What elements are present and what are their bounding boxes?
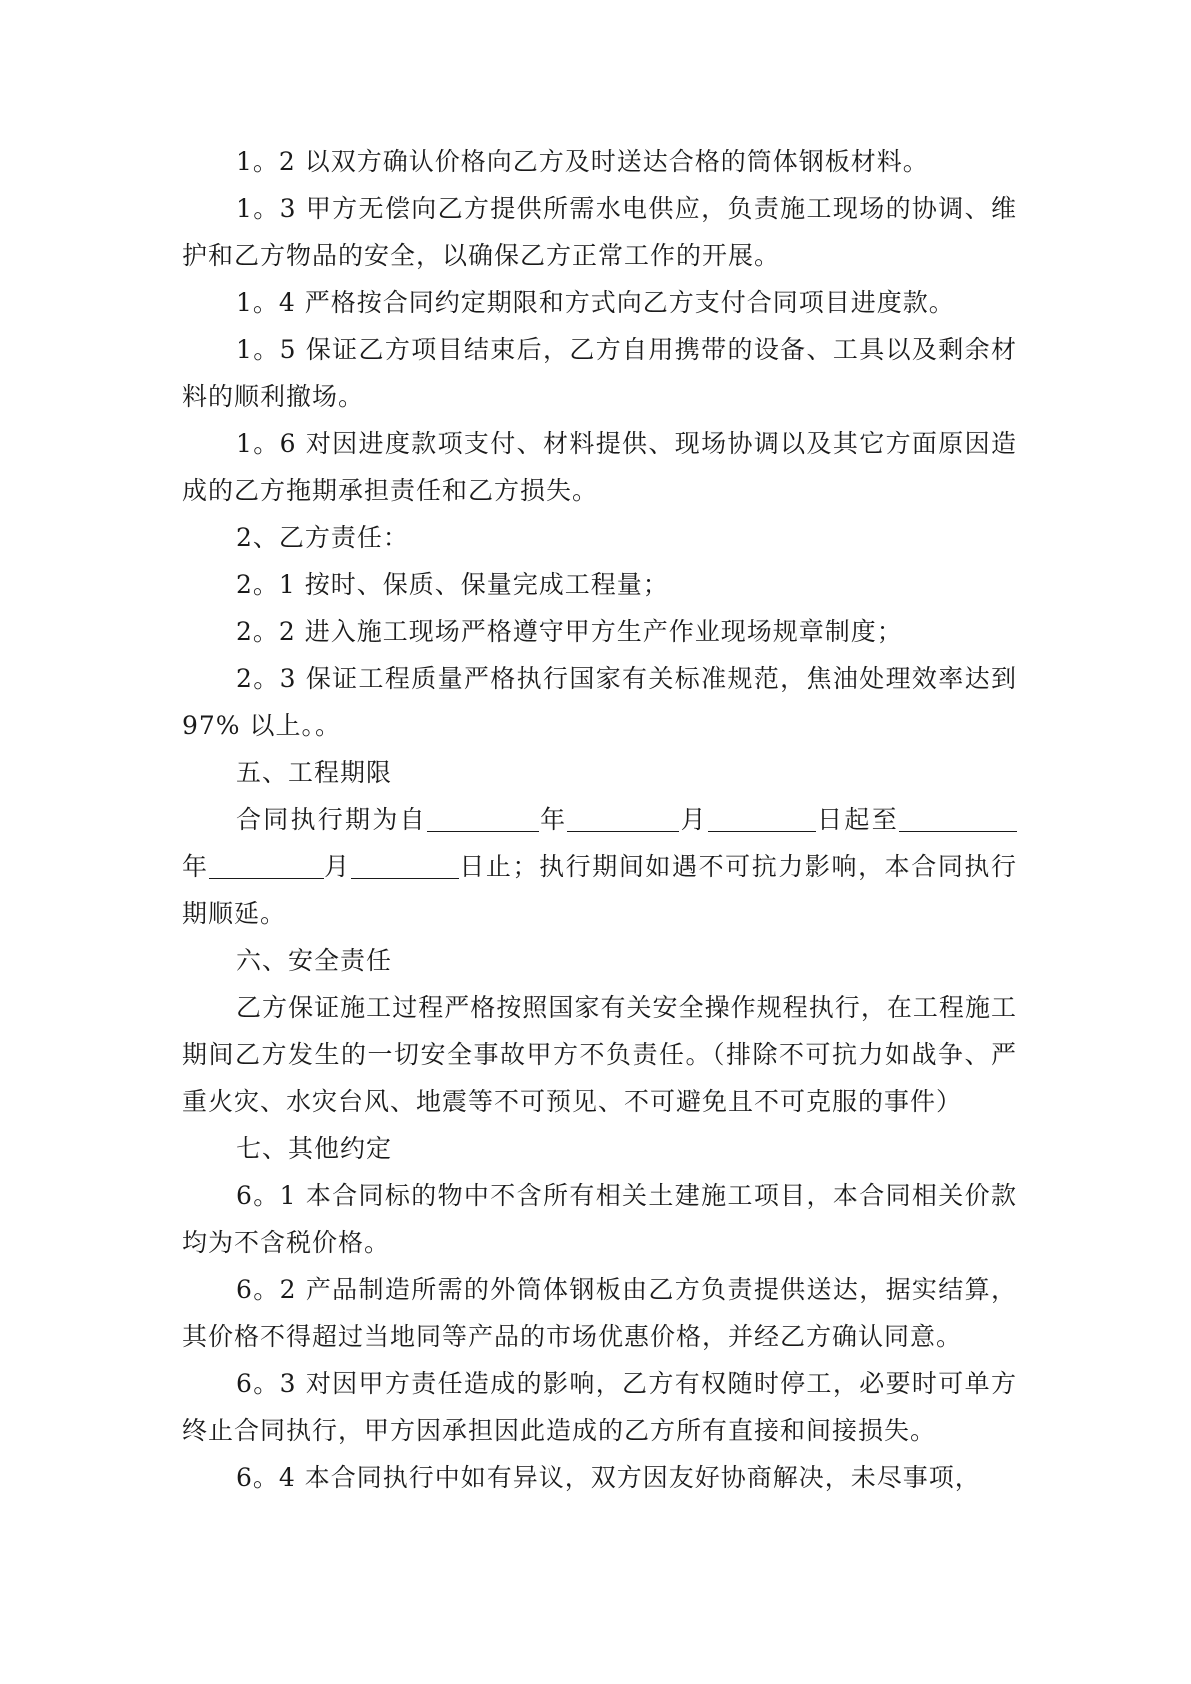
term-text-1: 合同执行期为自 xyxy=(236,805,427,834)
section-heading-party-b-duties: 2、乙方责任： xyxy=(236,523,409,552)
clause-6-3: 6。3 对因甲方责任造成的影响，乙方有权随时停工，必要时可单方终止合同执行，甲方因承担因此造成的乙方所有直接和间接损失。 xyxy=(182,1369,1017,1445)
clause-2-2: 2。2 进入施工现场严格遵守甲方生产作业现场规章制度； xyxy=(236,617,903,646)
clause-6-2: 6。2 产品制造所需的外筒体钢板由乙方负责提供送达，据实结算，其价格不得超过当地同等产品的市场优惠价格，并经乙方确认同意。 xyxy=(182,1275,1017,1351)
clause-1-3: 1。3 甲方无偿向乙方提供所需水电供应，负责施工现场的协调、维护和乙方物品的安全，以确保乙方正常工作的开展。 xyxy=(182,194,1017,270)
clause-1-6: 1。6 对因进度款项支付、材料提供、现场协调以及其它方面原因造成的乙方拖期承担责任和乙方损失。 xyxy=(182,429,1017,505)
section-heading-safety: 六、安全责任 xyxy=(236,946,393,975)
clause-1-2: 1。2 以双方确认价格向乙方及时送达合格的筒体钢板材料。 xyxy=(236,147,929,176)
blank-start-day xyxy=(708,801,816,832)
clause-6-1: 6。1 本合同标的物中不含所有相关土建施工项目，本合同相关价款均为不含税价格。 xyxy=(182,1181,1017,1257)
blank-end-day xyxy=(351,848,459,879)
clause-2-1: 2。1 按时、保质、保量完成工程量； xyxy=(236,570,669,599)
term-text-5: 年 xyxy=(182,852,209,881)
term-paragraph xyxy=(182,796,1017,937)
blank-start-year xyxy=(427,801,539,832)
section-heading-term: 五、工程期限 xyxy=(236,758,393,787)
document-page xyxy=(182,138,1017,1501)
safety-paragraph: 乙方保证施工过程严格按照国家有关安全操作规程执行，在工程施工期间乙方发生的一切安全事故甲方不负责任。（排除不可抗力如战争、严重火灾、水灾台风、地震等不可预见、不可避免且不可克服的事件） xyxy=(182,993,1017,1116)
blank-start-month xyxy=(567,801,679,832)
clause-1-5: 1。5 保证乙方项目结束后，乙方自用携带的设备、工具以及剩余材料的顺利撤场。 xyxy=(182,335,1017,411)
clause-2-3: 2。3 保证工程质量严格执行国家有关标准规范，焦油处理效率达到 97% 以上。。 xyxy=(182,664,1017,740)
blank-end-year xyxy=(899,801,1017,832)
term-text-2: 年 xyxy=(538,805,568,834)
term-text-3: 月 xyxy=(679,805,708,834)
blank-end-month xyxy=(209,848,324,879)
section-heading-other: 七、其他约定 xyxy=(236,1134,393,1163)
term-text-6: 月 xyxy=(323,852,351,881)
term-text-4: 日起至 xyxy=(815,805,899,834)
clause-6-4: 6。4 本合同执行中如有异议，双方因友好协商解决，未尽事项， xyxy=(236,1463,981,1492)
term-text-7: 日止；执行期间如遇不可抗力影响，本合同执行期顺延。 xyxy=(182,852,1017,928)
clause-1-4: 1。4 严格按合同约定期限和方式向乙方支付合同项目进度款。 xyxy=(236,288,955,317)
